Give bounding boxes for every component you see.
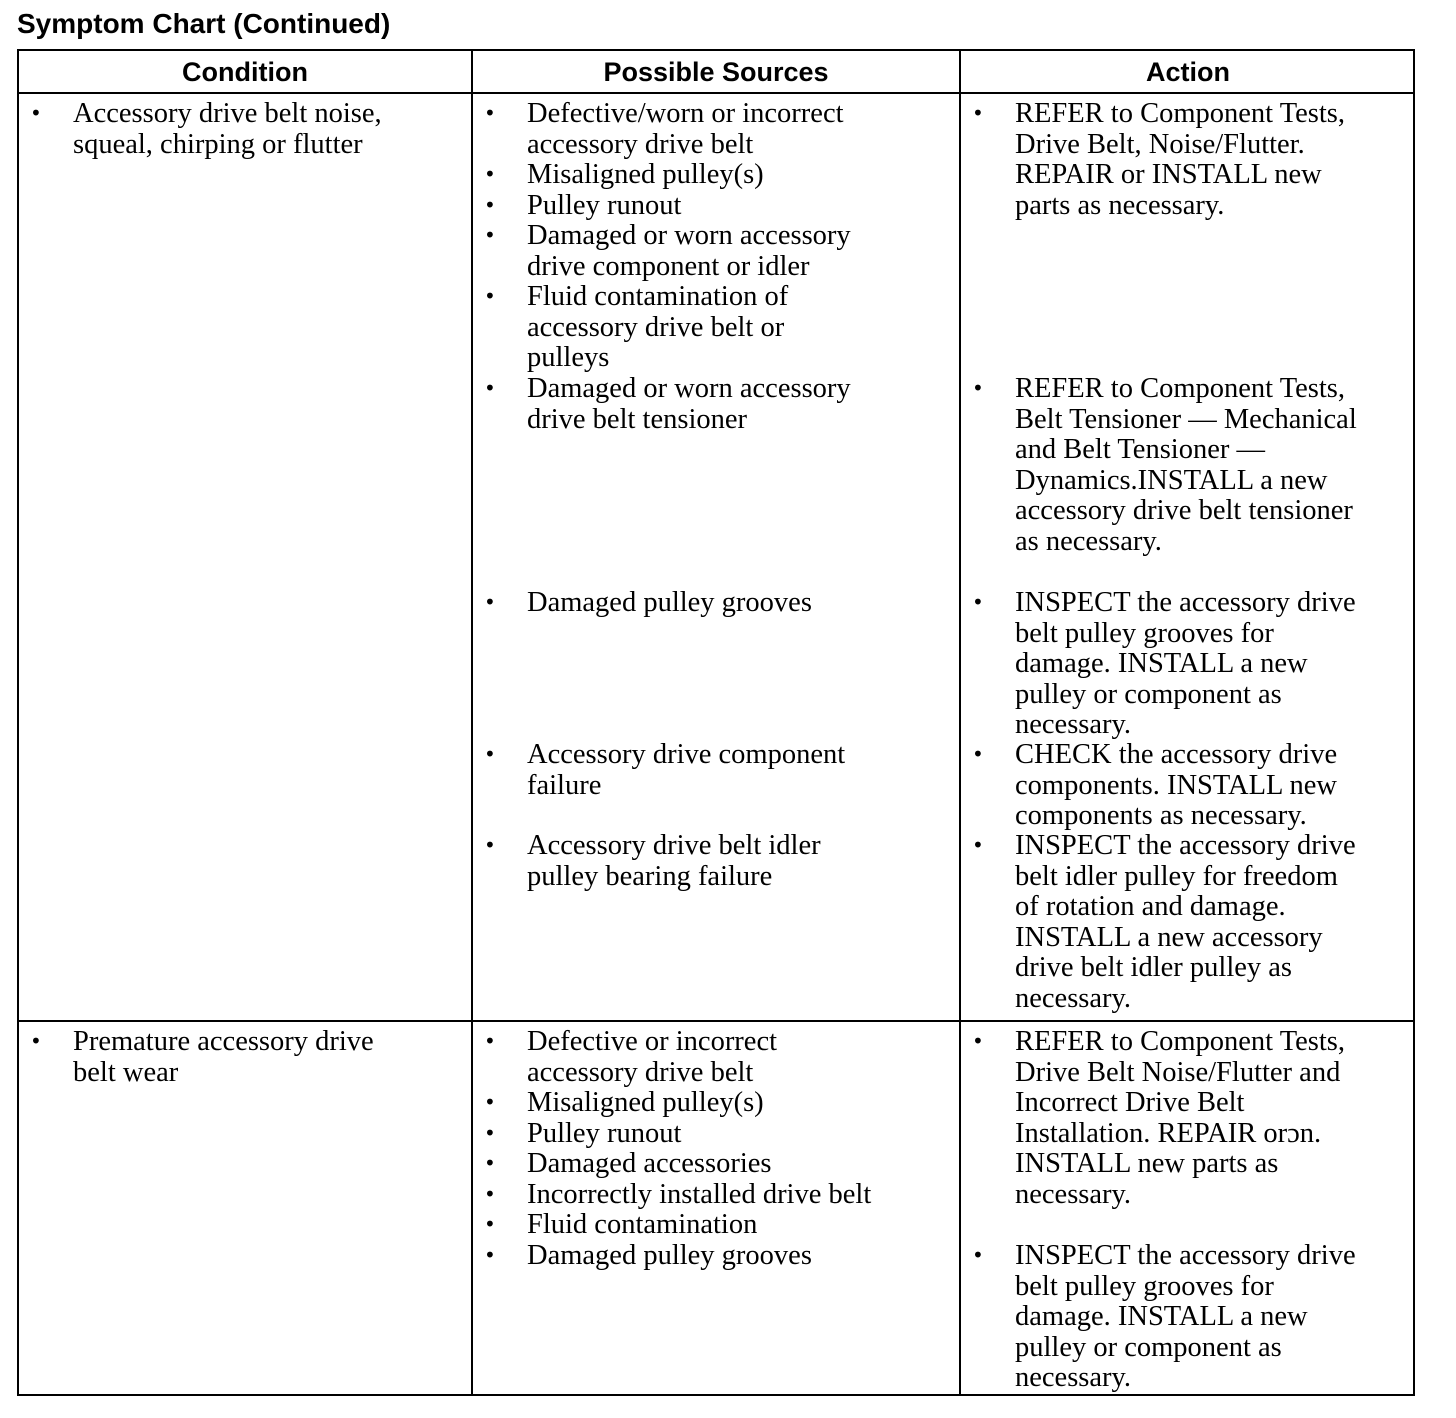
text-line: Belt Tensioner — Mechanical (1015, 403, 1357, 435)
text-line: Damaged or worn accessory (527, 220, 851, 251)
text-line: damage. INSTALL a new (1015, 648, 1308, 679)
text-line: Fluid contamination of (527, 281, 789, 312)
item-text (527, 1088, 764, 1119)
item-text (527, 831, 821, 892)
text-line: pulley or component as (1015, 678, 1282, 710)
bullet-icon: • (484, 1029, 496, 1053)
text-line: Misaligned pulley(s) (527, 159, 764, 190)
text-line: Drive Belt Noise/Flutter and (1015, 1056, 1341, 1088)
text-line: pulley or component as (1015, 1331, 1282, 1363)
item-text (1015, 831, 1356, 1014)
bullet-icon: • (30, 101, 42, 125)
text-line: necessary. (1015, 1362, 1132, 1393)
text-line: REFER to Component Tests, (1015, 373, 1346, 404)
text-line: INSPECT the accessory drive (1015, 587, 1356, 618)
text-line: drive belt tensioner (527, 403, 748, 435)
text-line: Damaged pulley grooves (527, 587, 812, 618)
text-line: parts as necessary. (1015, 189, 1225, 221)
text-line: Incorrectly installed drive belt (527, 1179, 872, 1210)
bullet-icon: • (972, 376, 984, 400)
text-line: components. INSTALL new (1015, 769, 1337, 801)
item-text (1015, 1241, 1356, 1394)
text-line: REPAIR or INSTALL new (1015, 159, 1322, 190)
text-line: necessary. (1015, 1178, 1132, 1210)
text-line: REFER to Component Tests, (1015, 98, 1346, 129)
bullet-icon: • (484, 833, 496, 857)
text-line: necessary. (1015, 982, 1132, 1014)
text-line: INSTALL new parts as (1015, 1148, 1279, 1179)
header-action: Action (1146, 56, 1230, 87)
text-line: Drive Belt, Noise/Flutter. (1015, 128, 1305, 160)
text-line: Accessory drive belt noise, (73, 98, 382, 129)
text-line: Incorrect Drive Belt (1015, 1087, 1245, 1118)
text-line: squeal, chirping or flutter (73, 128, 363, 160)
text-line: Damaged or worn accessory (527, 373, 851, 404)
text-line: failure (527, 769, 602, 801)
item-text (527, 1180, 871, 1211)
text-line: Pulley runout (527, 190, 682, 221)
bullet-icon: • (484, 376, 496, 400)
item-text (527, 1119, 681, 1150)
bullet-icon: • (972, 742, 984, 766)
text-line: Pulley runout (527, 1118, 682, 1149)
text-line: accessory drive belt or (527, 311, 785, 343)
text-line: accessory drive belt (527, 128, 754, 160)
item-text (527, 282, 788, 374)
bullet-icon: • (484, 1151, 496, 1175)
item-text (1015, 1027, 1345, 1210)
text-line: drive component or idler (527, 250, 810, 282)
text-line: pulley bearing failure (527, 860, 773, 892)
bullet-icon: • (30, 1029, 42, 1053)
item-text (527, 191, 681, 222)
text-line: belt idler pulley for freedom (1015, 860, 1338, 892)
bullet-icon: • (484, 101, 496, 125)
item-text (527, 1027, 777, 1088)
text-line: Accessory drive belt idler (527, 830, 821, 861)
bullet-icon: • (972, 833, 984, 857)
bullet-icon: • (484, 590, 496, 614)
text-line: as necessary. (1015, 525, 1162, 557)
row-divider (19, 1020, 1413, 1022)
bullet-icon: • (484, 1182, 496, 1206)
text-line: Damaged accessories (527, 1148, 772, 1179)
bullet-icon: • (484, 742, 496, 766)
item-text (1015, 588, 1356, 741)
item-text (1015, 740, 1337, 832)
text-line: pulleys (527, 342, 610, 373)
item-text (1015, 99, 1345, 221)
text-line: accessory drive belt (527, 1056, 754, 1088)
text-line: INSPECT the accessory drive (1015, 1240, 1356, 1271)
item-text (1015, 374, 1357, 557)
item-text (527, 374, 851, 435)
item-text (527, 1149, 772, 1180)
column-divider (959, 51, 961, 1394)
text-line: Defective or incorrect (527, 1026, 778, 1057)
text-line: REFER to Component Tests, (1015, 1026, 1346, 1057)
header-condition: Condition (182, 56, 308, 87)
bullet-icon: • (484, 193, 496, 217)
text-line: belt wear (73, 1056, 179, 1088)
bullet-icon: • (484, 1212, 496, 1236)
text-line: CHECK the accessory drive (1015, 739, 1338, 770)
text-line: Misaligned pulley(s) (527, 1087, 764, 1118)
item-text (527, 221, 851, 282)
bullet-icon: • (484, 1090, 496, 1114)
text-line: Premature accessory drive (73, 1026, 374, 1057)
text-line: drive belt idler pulley as (1015, 952, 1292, 983)
item-text (527, 1241, 812, 1272)
text-line: components as necessary. (1015, 800, 1307, 831)
text-line: INSPECT the accessory drive (1015, 830, 1356, 861)
item-text (527, 740, 845, 801)
bullet-icon: • (484, 1243, 496, 1267)
text-line: damage. INSTALL a new (1015, 1301, 1308, 1332)
item-text (73, 99, 382, 160)
bullet-icon: • (484, 162, 496, 186)
text-line: Defective/worn or incorrect (527, 98, 844, 129)
item-text (527, 1210, 757, 1241)
text-line: and Belt Tensioner — (1015, 434, 1265, 465)
text-line: Accessory drive component (527, 739, 846, 770)
bullet-icon: • (972, 590, 984, 614)
column-divider (471, 51, 473, 1394)
text-line: belt pulley grooves for (1015, 617, 1274, 649)
bullet-icon: • (972, 101, 984, 125)
bullet-icon: • (484, 223, 496, 247)
text-line: of rotation and damage. (1015, 891, 1286, 922)
text-line: Installation. REPAIR orɔn. (1015, 1117, 1322, 1149)
text-line: Fluid contamination (527, 1209, 758, 1240)
item-text (73, 1027, 374, 1088)
header-possible-sources: Possible Sources (603, 56, 829, 87)
item-text (527, 160, 764, 191)
text-line: belt pulley grooves for (1015, 1270, 1274, 1302)
text-line: accessory drive belt tensioner (1015, 495, 1353, 526)
page-title: Symptom Chart (Continued) (17, 8, 391, 39)
text-line: INSTALL a new accessory (1015, 921, 1323, 953)
text-line: Dynamics.INSTALL a new (1015, 464, 1328, 496)
text-line: Damaged pulley grooves (527, 1240, 812, 1271)
text-line: necessary. (1015, 709, 1132, 740)
bullet-icon: • (484, 284, 496, 308)
item-text (527, 588, 812, 619)
bullet-icon: • (972, 1243, 984, 1267)
item-text (527, 99, 844, 160)
bullet-icon: • (972, 1029, 984, 1053)
bullet-icon: • (484, 1121, 496, 1145)
